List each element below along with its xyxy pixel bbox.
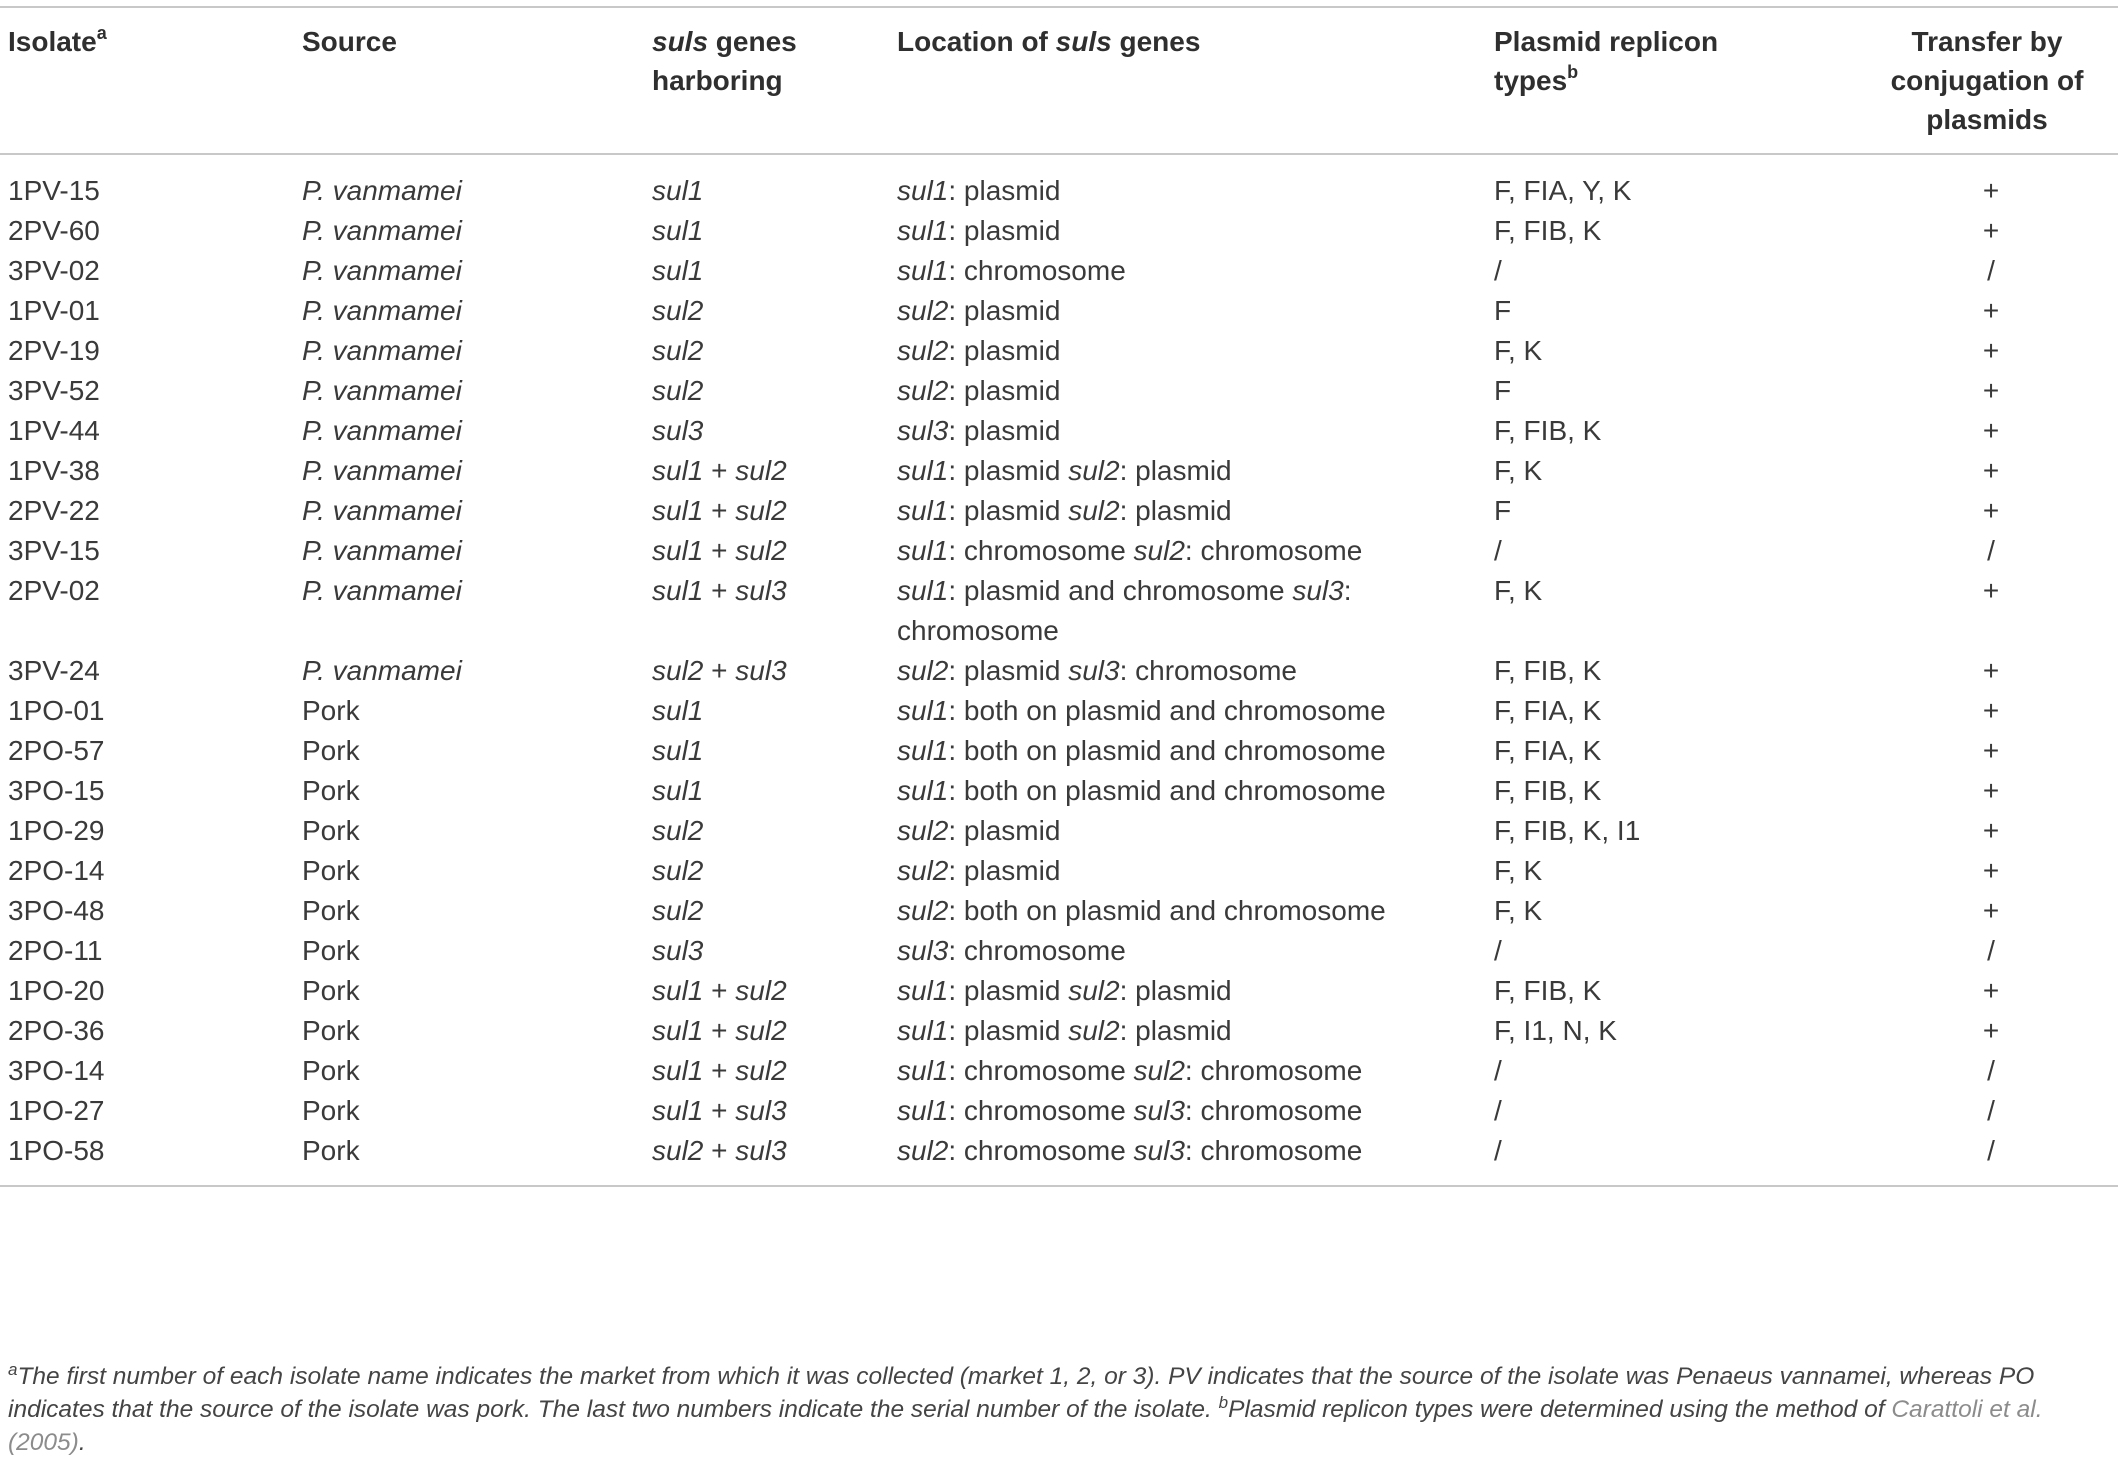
header-row [0,7,2118,154]
cell-transfer: + [1982,775,2000,806]
cell-source: P. vanmamei [302,455,462,486]
cell-replicon: F, K [1494,335,1543,366]
cell-location: sul1: chromosome sul2: chromosome [897,535,1363,566]
table-row [0,771,2118,811]
cell-location: sul1: plasmid sul2: plasmid [897,455,1232,486]
cell-transfer: + [1982,335,2000,366]
cell-isolate: 3PO-15 [8,775,105,806]
cell-genes: sul1 + sul2 [652,495,787,526]
cell-genes: sul1 [652,215,704,246]
cell-location: sul2: plasmid [897,295,1061,326]
cell-transfer: + [1982,855,2000,886]
cell-transfer: + [1982,415,2000,446]
cell-source: Pork [302,975,360,1006]
cell-source: P. vanmamei [302,295,462,326]
cell-replicon: / [1494,1095,1502,1126]
cell-source: P. vanmamei [302,215,462,246]
cell-replicon: / [1494,1055,1502,1086]
cell-location: sul1: plasmid and chromosome sul3: chromosome [897,575,1352,646]
cell-replicon: F [1494,375,1512,406]
cell-source: P. vanmamei [302,335,462,366]
cell-genes: sul2 + sul3 [652,655,787,686]
cell-source: Pork [302,1015,360,1046]
table-row [0,811,2118,851]
cell-replicon: F, FIB, K [1494,775,1602,806]
table-row [0,891,2118,931]
cell-location: sul2: plasmid [897,855,1061,886]
cell-genes: sul1 [652,735,704,766]
cell-source: Pork [302,775,360,806]
cell-transfer: + [1982,895,2000,926]
cell-transfer: + [1982,735,2000,766]
cell-transfer: / [1987,1095,1995,1126]
cell-source: P. vanmamei [302,575,462,606]
cell-transfer: + [1982,215,2000,246]
cell-isolate: 2PV-02 [8,575,100,606]
cell-isolate: 2PV-22 [8,495,100,526]
table-bottom-rule [0,1185,2118,1187]
cell-genes: sul1 + sul2 [652,455,787,486]
cell-replicon: F, FIB, K [1494,975,1602,1006]
cell-source: Pork [302,1095,360,1126]
cell-location: sul2: plasmid [897,375,1061,406]
cell-transfer: + [1982,175,2000,206]
cell-isolate: 3PO-14 [8,1055,105,1086]
cell-replicon: F [1494,495,1512,526]
cell-isolate: 1PO-29 [8,815,105,846]
cell-location: sul1: chromosome sul3: chromosome [897,1095,1363,1126]
cell-isolate: 2PO-57 [8,735,105,766]
header-genes-harboring: suls genes harboring [652,26,797,96]
cell-transfer: + [1982,575,2000,606]
table-row [0,531,2118,571]
cell-source: Pork [302,735,360,766]
cell-source: P. vanmamei [302,655,462,686]
cell-transfer: / [1987,935,1995,966]
cell-replicon: F, K [1494,895,1543,926]
cell-genes: sul2 [652,895,704,926]
cell-isolate: 1PO-27 [8,1095,105,1126]
cell-location: sul1: both on plasmid and chromosome [897,695,1386,726]
cell-genes: sul2 [652,295,704,326]
cell-location: sul1: plasmid sul2: plasmid [897,495,1232,526]
table-row [0,211,2118,251]
cell-transfer: / [1987,255,1995,286]
cell-isolate: 3PV-02 [8,255,100,286]
cell-location: sul1: both on plasmid and chromosome [897,775,1386,806]
cell-isolate: 2PO-11 [8,935,103,966]
cell-transfer: + [1982,655,2000,686]
cell-transfer: + [1982,695,2000,726]
cell-genes: sul2 [652,815,704,846]
header-source: Source [302,26,397,57]
cell-genes: sul1 + sul2 [652,1015,787,1046]
cell-replicon: F [1494,295,1512,326]
cell-isolate: 3PV-52 [8,375,100,406]
cell-source: Pork [302,815,360,846]
cell-location: sul1: both on plasmid and chromosome [897,735,1386,766]
cell-location: sul2: chromosome sul3: chromosome [897,1135,1363,1166]
cell-source: Pork [302,855,360,886]
header-transfer: Transfer by conjugation of plasmids [1890,26,2084,135]
header-replicon-types: Plasmid replicon types$^b$ [1494,26,1719,96]
cell-isolate: 1PV-15 [8,175,100,206]
cell-replicon: F, FIA, K [1494,695,1602,726]
cell-isolate: 3PO-48 [8,895,105,926]
cell-replicon: F, FIB, K [1494,215,1602,246]
cell-genes: sul2 [652,855,704,886]
header-isolate: Isolate$^a$ [8,22,107,57]
cell-replicon: / [1494,935,1502,966]
table-row [0,1051,2118,1091]
cell-location: sul3: chromosome [897,935,1126,966]
table-row [0,154,2118,211]
cell-replicon: / [1494,535,1502,566]
cell-replicon: F, FIB, K, I1 [1494,815,1641,846]
cell-transfer: + [1982,375,2000,406]
cell-isolate: 2PV-19 [8,335,100,366]
cell-isolate: 1PO-58 [8,1135,105,1166]
table-row [0,691,2118,731]
table-row [0,851,2118,891]
cell-isolate: 1PO-20 [8,975,105,1006]
cell-location: sul1: plasmid sul2: plasmid [897,975,1232,1006]
cell-replicon: F, K [1494,455,1543,486]
cell-transfer: + [1982,455,2000,486]
cell-source: Pork [302,1055,360,1086]
cell-location: sul1: plasmid sul2: plasmid [897,1015,1232,1046]
table-row [0,651,2118,691]
cell-genes: sul2 [652,375,704,406]
cell-transfer: / [1987,1055,1995,1086]
cell-source: P. vanmamei [302,175,462,206]
cell-source: Pork [302,695,360,726]
table-row [0,411,2118,451]
cell-location: sul1: plasmid [897,215,1061,246]
cell-transfer: / [1987,1135,1995,1166]
citation-link[interactable]: Carattoli et al. (2005) [8,1396,2043,1456]
cell-isolate: 2PV-60 [8,215,100,246]
cell-source: Pork [302,935,360,966]
cell-source: P. vanmamei [302,415,462,446]
table-body [0,154,2118,1185]
cell-source: P. vanmamei [302,495,462,526]
cell-genes: sul1 [652,175,704,206]
cell-location: sul3: plasmid [897,415,1061,446]
cell-transfer: + [1982,1015,2000,1046]
table-row [0,451,2118,491]
cell-location: sul2: both on plasmid and chromosome [897,895,1386,926]
table-row [0,331,2118,371]
cell-replicon: / [1494,255,1502,286]
cell-transfer: / [1987,535,1995,566]
cell-replicon: F, FIB, K [1494,655,1602,686]
cell-genes: sul2 + sul3 [652,1135,787,1166]
cell-genes: sul1 + sul2 [652,975,787,1006]
cell-location: sul2: plasmid sul3: chromosome [897,655,1297,686]
cell-isolate: 2PO-14 [8,855,105,886]
header-location: Location of suls genes [897,26,1201,57]
cell-location: sul2: plasmid [897,815,1061,846]
table-row [0,251,2118,291]
table-row [0,1091,2118,1131]
table-row [0,1011,2118,1051]
cell-genes: sul2 [652,335,704,366]
cell-replicon: F, K [1494,855,1543,886]
cell-location: sul1: plasmid [897,175,1061,206]
cell-location: sul2: plasmid [897,335,1061,366]
cell-replicon: F, K [1494,575,1543,606]
cell-transfer: + [1982,295,2000,326]
cell-genes: sul1 + sul2 [652,1055,787,1086]
cell-genes: sul1 [652,255,704,286]
cell-genes: sul1 + sul2 [652,535,787,566]
cell-replicon: F, FIA, Y, K [1494,175,1632,206]
cell-isolate: 1PV-44 [8,415,100,446]
cell-isolate: 3PV-24 [8,655,100,686]
cell-genes: sul1 [652,775,704,806]
cell-replicon: F, FIB, K [1494,415,1602,446]
table-row [0,491,2118,531]
cell-transfer: + [1982,975,2000,1006]
cell-source: P. vanmamei [302,255,462,286]
cell-genes: sul3 [652,935,704,966]
table-row [0,971,2118,1011]
cell-location: sul1: chromosome sul2: chromosome [897,1055,1363,1086]
cell-replicon: F, I1, N, K [1494,1015,1617,1046]
cell-genes: sul1 + sul3 [652,575,787,606]
cell-isolate: 1PV-38 [8,455,100,486]
cell-isolate: 2PO-36 [8,1015,105,1046]
cell-isolate: 3PV-15 [8,535,100,566]
results-table [0,6,2118,1185]
table-row [0,291,2118,331]
table-row [0,371,2118,411]
table-row [0,731,2118,771]
cell-replicon: / [1494,1135,1502,1166]
cell-location: sul1: chromosome [897,255,1126,286]
cell-replicon: F, FIA, K [1494,735,1602,766]
cell-source: Pork [302,1135,360,1166]
table-row [0,571,2118,651]
cell-transfer: + [1982,495,2000,526]
cell-genes: sul3 [652,415,704,446]
table-footnote: $^a$The first number of each isolate name indicates the market from which it was collected (market 1, 2, or 3). PV indicates that the source of the isolate was Penaeus vannamei, whereas PO indicates that the source of the isolate was pork. The last two numbers indicate the serial number of the isolate. $^b$Plasmid replicon types were determined using the method of Carattoli et al. (2005). [8,1359,2043,1456]
cell-transfer: + [1982,815,2000,846]
cell-isolate: 1PO-01 [8,695,105,726]
cell-isolate: 1PV-01 [8,295,100,326]
cell-source: P. vanmamei [302,375,462,406]
table-row [0,1131,2118,1185]
cell-genes: sul1 + sul3 [652,1095,787,1126]
table-row [0,931,2118,971]
cell-source: P. vanmamei [302,535,462,566]
cell-source: Pork [302,895,360,926]
cell-genes: sul1 [652,695,704,726]
